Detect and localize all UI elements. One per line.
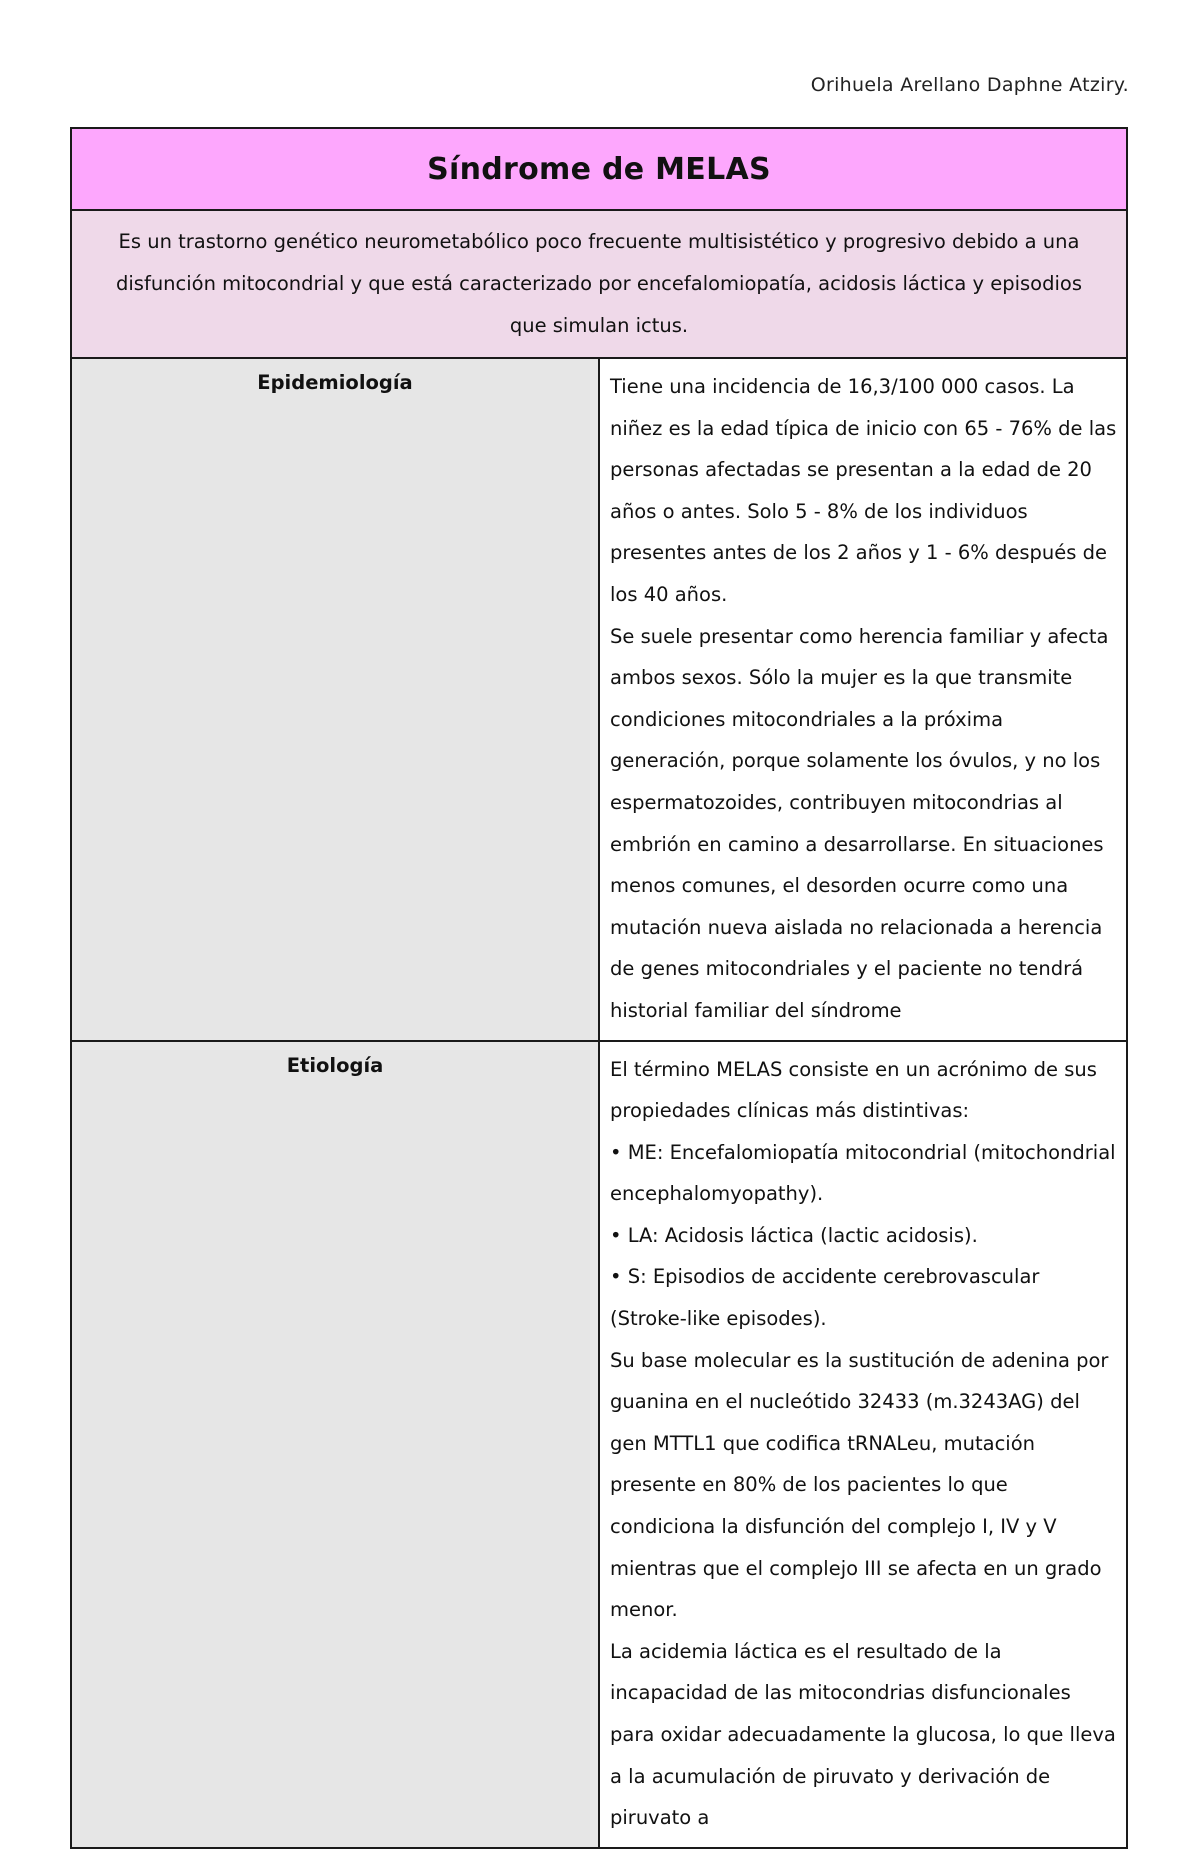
melas-summary-table (70, 127, 1128, 1849)
title-row (71, 128, 1127, 210)
definition-text: Es un trastorno genético neurometabólico poco frecuente multisistético y progresivo debido a una disfunción mitocondrial y que está caracterizado por encefalomiopatía, acidosis láctica y episodios que simulan ictus. (71, 210, 1127, 358)
paragraph: La acidemia láctica es el resultado de la incapacidad de las mitocondrias disfuncionales para oxidar adecuadamente la glucosa, lo que lleva a la acumulación de piruvato y derivación de piruvato a (610, 1639, 1116, 1830)
paragraph: Se suele presentar como herencia familiar y afecta ambos sexos. Sólo la mujer es la que transmite condiciones mitocondriales a la próxima generación, porque solamente los óvulos, y no los espermatozoides, contribuyen mitocondrias al embrión en camino a desarrollarse. En situaciones menos comunes, el desorden ocurre como una mutación nueva aislada no relacionada a herencia de genes mitocondriales y el paciente no tendrá historial familiar del síndrome (610, 624, 1109, 1022)
bullet-item: • ME: Encefalomiopatía mitocondrial (mitochondrial encephalomyopathy). (610, 1140, 1116, 1206)
author-name: Orihuela Arellano Daphne Atziry. (810, 74, 1129, 96)
section-content (599, 358, 1127, 1041)
section-label: Etiología (71, 1041, 599, 1848)
section-content (599, 1041, 1127, 1848)
paragraph: Tiene una incidencia de 16,3/100 000 casos. La niñez es la edad típica de inicio con 65 - 76% de las personas afectadas se presentan a la edad de 20 años o antes. Solo 5 - 8% de los individuos presentes antes de los 2 años y 1 - 6% después de los 40 años. (610, 375, 1117, 606)
bullet-item: • S: Episodios de accidente cerebrovascular (Stroke-like episodes). (610, 1265, 1040, 1331)
section-row-etiologia (71, 1041, 1127, 1848)
document-title: Síndrome de MELAS (71, 128, 1127, 210)
definition-row (71, 210, 1127, 358)
bullet-item: • LA: Acidosis láctica (lactic acidosis). (610, 1223, 978, 1247)
section-row-epidemiologia (71, 358, 1127, 1041)
paragraph: Su base molecular es la sustitución de adenina por guanina en el nucleótido 32433 (m.3243AG) del gen MTTL1 que codifica tRNALeu, mutación presente en 80% de los pacientes lo que condiciona la disfunción del complejo I, IV y V mientras que el complejo III se afecta en un grado menor. (610, 1348, 1109, 1622)
paragraph: El término MELAS consiste en un acrónimo de sus propiedades clínicas más distintivas: (610, 1057, 1097, 1123)
section-label: Epidemiología (71, 358, 599, 1041)
